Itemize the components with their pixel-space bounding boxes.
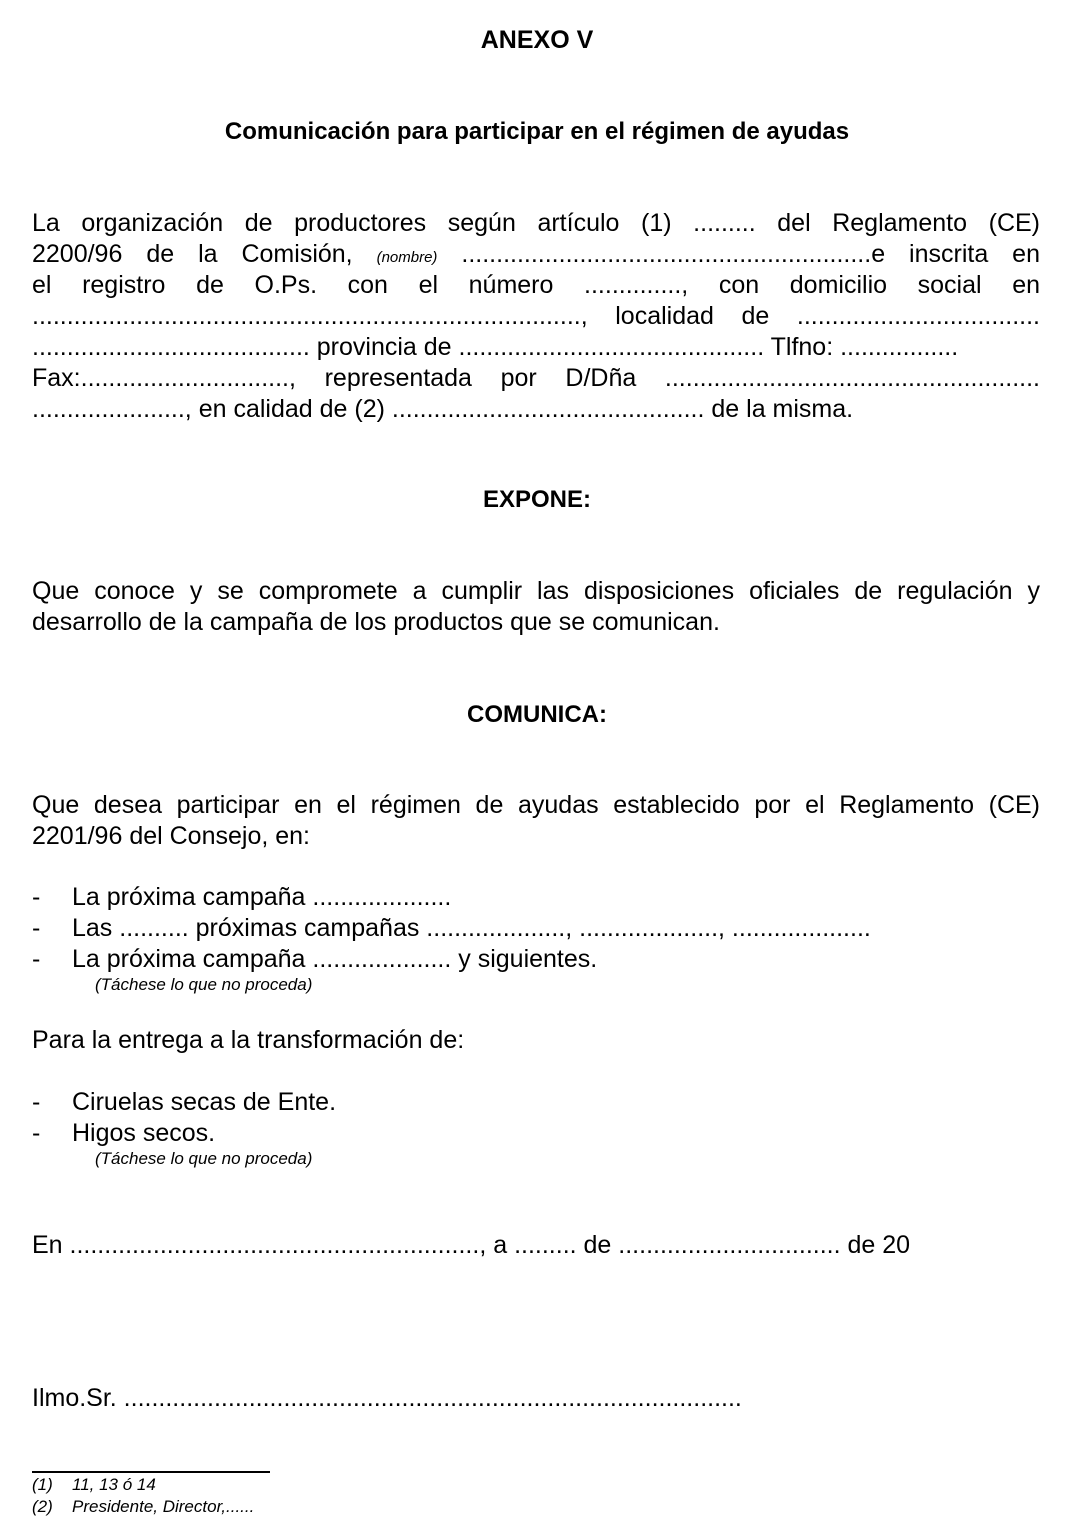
list-item — [32, 944, 1040, 975]
footnote-1 — [32, 1474, 156, 1496]
campaign-option-2: Las .......... próximas campañas ...................., ...................., .................... — [72, 914, 871, 942]
campaign-note: (Táchese lo que no proceda) — [95, 975, 313, 994]
addressee-line — [32, 1383, 1040, 1414]
date-line — [32, 1230, 1040, 1261]
footnote-1-text: 11, 13 ó 14 — [72, 1475, 156, 1494]
intro-line-7: ......................, en calidad de (2) ............................................. de la misma. — [32, 395, 854, 423]
products-list — [32, 1087, 1040, 1149]
list-item — [32, 1087, 1040, 1118]
comunica-paragraph — [32, 790, 1040, 852]
document-subtitle: Comunicación para participar en el régimen de ayudas — [224, 118, 850, 145]
intro-line-6: Fax:.............................., representada por D/Dña ...................................................... — [32, 364, 1040, 392]
intro-line-2-start: 2200/96 de la Comisión, — [32, 240, 353, 268]
footnote-2-number: (2) — [32, 1497, 53, 1516]
intro-line-5: ........................................ provincia de ............................................ Tlfno: ................. — [32, 333, 959, 361]
intro-line-3: el registro de O.Ps. con el número .............., con domicilio social en — [32, 271, 1040, 299]
expone-line-1: Que conoce y se compromete a cumplir las disposiciones oficiales de regulación y — [32, 577, 1040, 605]
expone-heading: EXPONE: — [482, 486, 592, 513]
intro-line-2-end: ...........................................................e inscrita en — [461, 240, 1040, 268]
campaign-option-1: La próxima campaña .................... — [72, 883, 452, 911]
document-title: ANEXO V — [480, 26, 594, 54]
products-note: (Táchese lo que no proceda) — [95, 1149, 313, 1168]
transformacion-intro — [32, 1025, 1040, 1056]
intro-line-4: ..............................................................................., localidad de ................................... — [32, 302, 1040, 330]
comunica-heading: COMUNICA: — [467, 701, 607, 728]
comunica-line-1: Que desea participar en el régimen de ayudas establecido por el Reglamento (CE) — [32, 791, 1040, 819]
list-dash: - — [32, 883, 41, 911]
campaign-options-list — [32, 882, 1040, 975]
date-text: En ..........................................................., a ......... de ................................ de 20 — [32, 1231, 911, 1259]
list-item — [32, 882, 1040, 913]
list-dash: - — [32, 914, 41, 942]
intro-line-2 — [32, 239, 1040, 270]
product-1: Ciruelas secas de Ente. — [72, 1088, 337, 1116]
footnote-divider — [32, 1471, 270, 1473]
transformacion-intro-line: Para la entrega a la transformación de: — [32, 1026, 465, 1054]
list-item — [32, 1118, 1040, 1149]
comunica-line-2: 2201/96 del Consejo, en: — [32, 822, 310, 850]
footnote-2-text: Presidente, Director,...... — [72, 1497, 255, 1516]
campaign-option-3: La próxima campaña .................... y siguientes. — [72, 945, 598, 973]
nombre-hint: (nombre) — [376, 249, 438, 266]
expone-paragraph — [32, 576, 1040, 638]
addressee-text: Ilmo.Sr. ......................................................................................... — [32, 1384, 742, 1412]
expone-line-2: desarrollo de la campaña de los productos que se comunican. — [32, 608, 720, 636]
intro-paragraph — [32, 208, 1040, 425]
product-2: Higos secos. — [72, 1119, 216, 1147]
list-dash: - — [32, 1088, 41, 1116]
list-item — [32, 913, 1040, 944]
intro-line-1: La organización de productores según artículo (1) ......... del Reglamento (CE) — [32, 209, 1040, 237]
list-dash: - — [32, 1119, 41, 1147]
footnote-2 — [32, 1496, 254, 1518]
footnote-1-number: (1) — [32, 1475, 53, 1494]
list-dash: - — [32, 945, 41, 973]
